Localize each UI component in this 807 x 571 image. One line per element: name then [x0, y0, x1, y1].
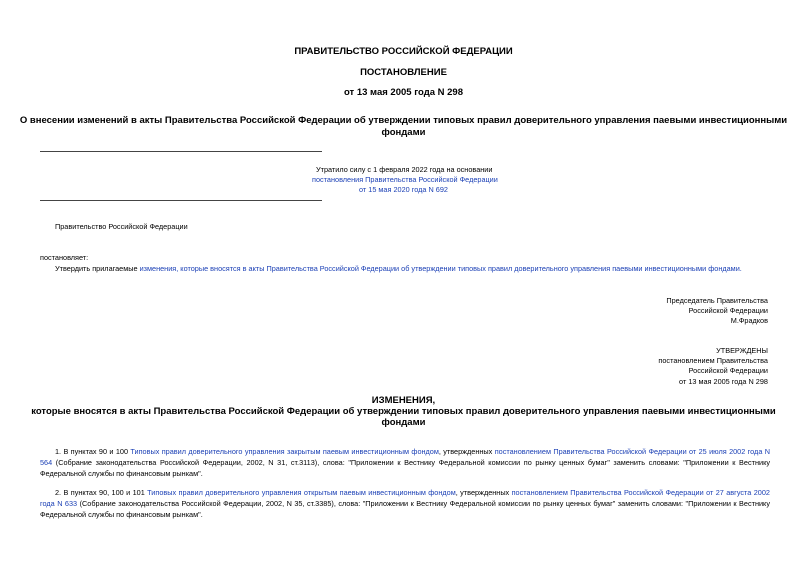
changes-subtitle-line1: которые вносятся в акты Правительства Российской Федерации об утверждении типовых правил доверительного управления паевыми инвестиционными: [31, 406, 776, 417]
change-item-2: [40, 487, 770, 520]
government-heading: ПРАВИТЕЛЬСТВО РОССИЙСКОЙ ФЕДЕРАЦИИ: [294, 46, 513, 57]
change-item-1-mid: , утвержденных: [438, 447, 495, 456]
document-date-number: от 13 мая 2005 года N 298: [343, 87, 464, 98]
change-item-1-decree-link[interactable]: постановлением Правительства Российской Федерации от 25 июля 2002 года N 564: [40, 447, 771, 467]
change-item-2-rest: (Собрание законодательства Российской Федерации, 2002, N 35, ст.3385), слова: "Приложении к Вестнику Федеральной комиссии по рынку ценных бумаг" заменить словами: "Приложении к Вестнику Федеральной службы по финансовым рынкам".: [40, 499, 770, 519]
signature-name: М.Фрадков: [730, 316, 768, 325]
change-item-1-rules-link[interactable]: Типовых правил доверительного управления закрытым паевым инвестиционным фондом: [130, 447, 439, 456]
approval-line3: Российской Федерации: [688, 366, 768, 375]
divider-top: [40, 151, 322, 152]
status-note-line1: Утратило силу с 1 февраля 2022 года на основании: [316, 165, 493, 174]
approve-link[interactable]: изменения, которые вносятся в акты Правительства Российской Федерации об утверждении типовых правил доверительного управления паевыми инвестиционными фондами.: [139, 264, 742, 273]
change-item-2-mid: , утвержденных: [455, 488, 512, 497]
approval-line4: от 13 мая 2005 года N 298: [679, 377, 768, 386]
approve-prefix: Утвердить прилагаемые: [55, 264, 140, 273]
document-title-line1: О внесении изменений в акты Правительства Российской Федерации об утверждении типовых правил доверительного управления паевыми инвестиционными: [19, 115, 788, 126]
document-type: ПОСТАНОВЛЕНИЕ: [360, 67, 447, 78]
change-item-2-rules-link[interactable]: Типовых правил доверительного управления открытым паевым инвестиционным фондом: [147, 488, 456, 497]
approval-line2: постановлением Правительства: [658, 356, 768, 365]
change-item-1-prefix: 1. В пунктах 90 и 100: [55, 447, 131, 456]
signature-position: Председатель Правительства: [666, 296, 768, 305]
change-item-2-prefix: 2. В пунктах 90, 100 и 101: [55, 488, 148, 497]
change-item-1: [40, 446, 770, 479]
signature-country: Российской Федерации: [688, 306, 768, 315]
changes-title: ИЗМЕНЕНИЯ,: [371, 395, 436, 406]
change-item-1-rest: (Собрание законодательства Российской Федерации, 2002, N 31, ст.3113), слова: "Приложении к Вестнику Федеральной комиссии по рынку ценных бумаг" заменить словами: "Приложении к Вестнику Федеральной службы по финансовым рынкам".: [40, 458, 770, 478]
status-note-link-line2[interactable]: от 15 мая 2020 года N 692: [359, 185, 448, 194]
issuer: Правительство Российской Федерации: [55, 222, 188, 231]
status-note-link-line1[interactable]: постановления Правительства Российской Федерации: [312, 175, 498, 184]
document-title-line2: фондами: [381, 127, 426, 138]
decides-label: постановляет:: [40, 253, 89, 262]
approve-sentence: [55, 264, 742, 273]
approval-line1: УТВЕРЖДЕНЫ: [716, 346, 768, 355]
divider-bottom: [40, 200, 322, 201]
change-item-2-decree-link[interactable]: постановлением Правительства Российской Федерации от 27 августа 2002 года N 633: [40, 488, 770, 508]
changes-subtitle-line2: фондами: [381, 417, 426, 428]
